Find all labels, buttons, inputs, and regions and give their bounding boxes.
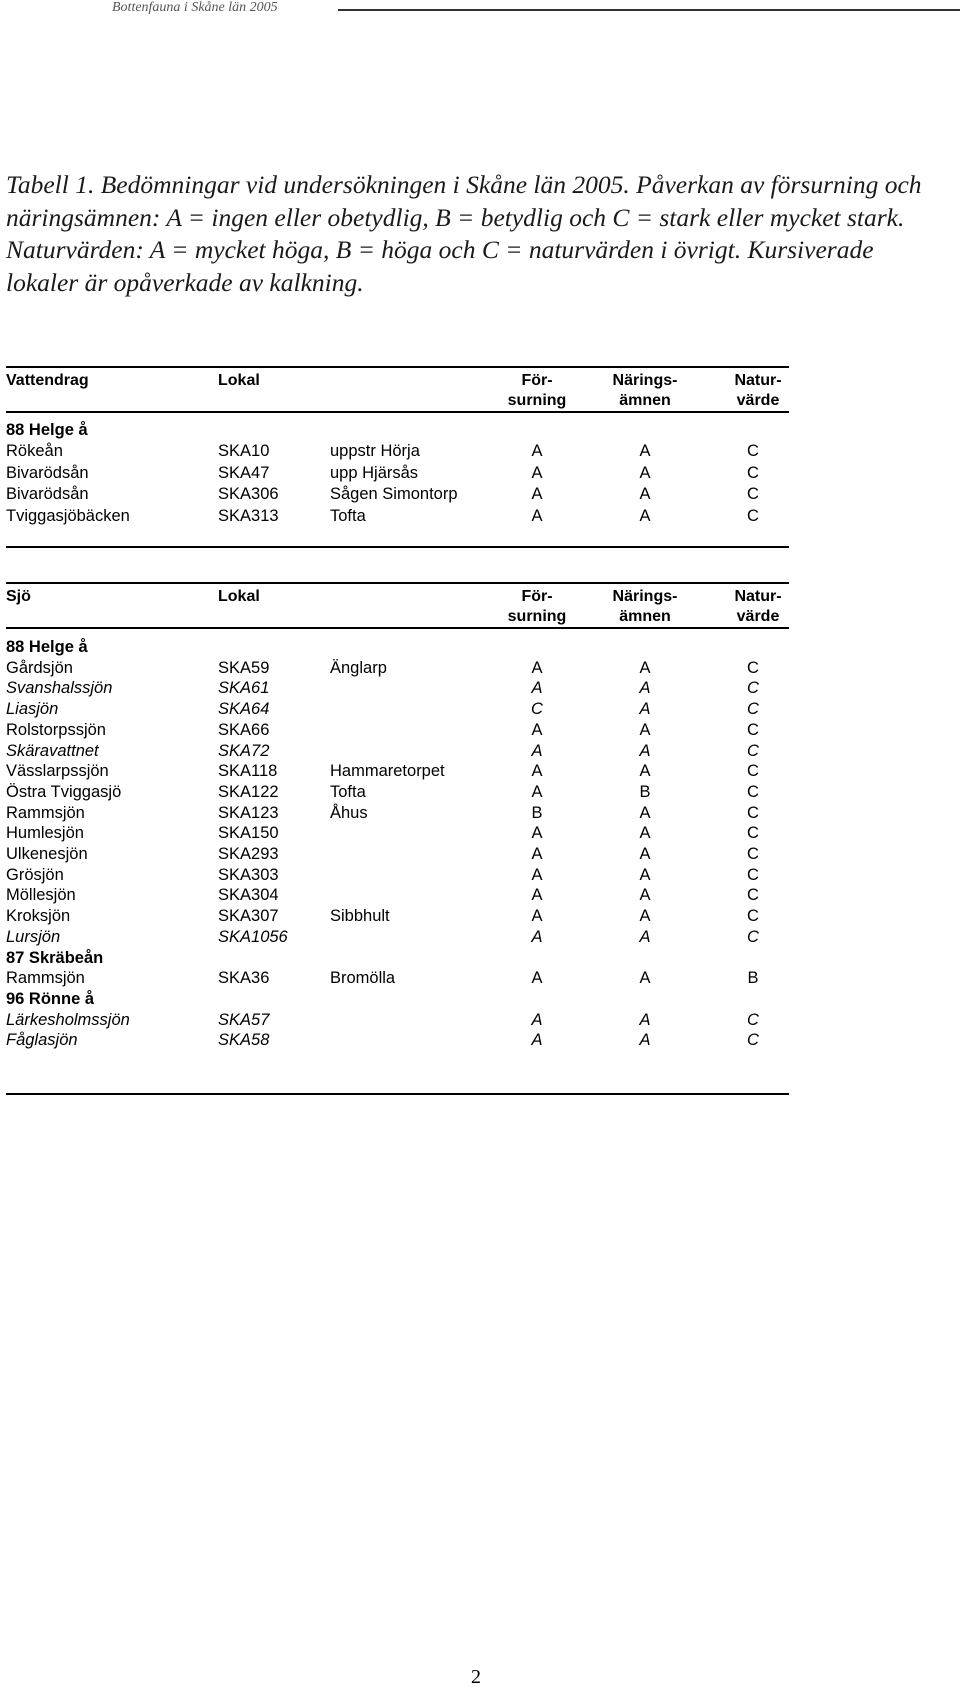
naringsamnen-cell: A <box>639 886 651 905</box>
naturvarde-cell: C <box>747 803 759 822</box>
forsurning-cell: A <box>531 679 543 698</box>
name-cell: Lursjön <box>6 927 61 946</box>
lokal-cell: SKA1056 <box>218 927 288 946</box>
naturvarde-cell: C <box>747 865 759 884</box>
table-row <box>0 884 800 906</box>
running-header: Bottenfauna i Skåne län 2005 <box>112 0 278 15</box>
name-cell: Vässlarpssjön <box>6 762 109 781</box>
lakes-header-naringsamnen-1: Närings- <box>612 588 678 605</box>
name-cell: Rammsjön <box>6 969 85 988</box>
forsurning-cell: A <box>531 1010 543 1029</box>
table-row <box>0 1029 800 1051</box>
table-row <box>0 440 800 462</box>
forsurning-cell: A <box>531 865 543 884</box>
streams-header-vattendrag: Vattendrag <box>6 372 89 389</box>
table-group-row <box>0 419 800 441</box>
streams-header-naringsamnen-2: ämnen <box>619 392 671 409</box>
naringsamnen-cell: A <box>639 1010 651 1029</box>
forsurning-cell: A <box>531 782 543 801</box>
naringsamnen-cell: A <box>639 865 651 884</box>
streams-header-lokal: Lokal <box>218 372 260 389</box>
naringsamnen-cell: A <box>639 700 651 719</box>
lakes-header-naturvarde-1: Natur- <box>734 588 782 605</box>
name-cell: Östra Tviggasjö <box>6 782 122 801</box>
lokal-cell: SKA58 <box>218 1031 270 1050</box>
lokal-cell: SKA304 <box>218 886 279 905</box>
naturvarde-cell: C <box>747 506 759 525</box>
name-cell: Bivarödsån <box>6 463 89 482</box>
name-cell: Gårdsjön <box>6 658 73 677</box>
table-row <box>0 843 800 865</box>
naringsamnen-cell: A <box>639 679 651 698</box>
table-group-row <box>0 947 800 969</box>
table-row <box>0 719 800 741</box>
forsurning-cell: A <box>531 485 543 504</box>
naringsamnen-cell: A <box>639 803 651 822</box>
naturvarde-cell: C <box>747 907 759 926</box>
table-row <box>0 657 800 679</box>
forsurning-cell: A <box>531 824 543 843</box>
table-row <box>0 483 800 505</box>
lokal-cell: SKA64 <box>218 700 270 719</box>
lokal-cell: SKA303 <box>218 865 279 884</box>
forsurning-cell: A <box>531 907 543 926</box>
name-cell: Rökeån <box>6 442 63 461</box>
naturvarde-cell: C <box>747 485 759 504</box>
table-caption: Tabell 1. Bedömningar vid undersökningen i Skåne län 2005. Påverkan av försurning och näringsämnen: A = ingen eller obetydlig, B = betydlig och C = stark eller mycket stark. Naturvärden: A = mycket höga, B = höga och C = naturvärden i övrigt. Kursiverade lokaler är opåverkade av kalkning. <box>6 170 922 297</box>
naringsamnen-cell: A <box>639 720 651 739</box>
naringsamnen-cell: A <box>639 506 651 525</box>
name-cell: Skäravattnet <box>6 741 99 760</box>
lokal-cell: SKA122 <box>218 782 279 801</box>
forsurning-cell: A <box>531 506 543 525</box>
name-cell: Möllesjön <box>6 886 76 905</box>
forsurning-cell: B <box>531 803 543 822</box>
place-cell: Hammaretorpet <box>330 762 445 781</box>
naturvarde-cell: C <box>747 658 759 677</box>
naturvarde-cell: C <box>747 720 759 739</box>
streams-header-naturvarde-2: värde <box>736 392 780 409</box>
forsurning-cell: A <box>531 927 543 946</box>
forsurning-cell: A <box>531 720 543 739</box>
lokal-cell: SKA59 <box>218 658 270 677</box>
place-cell: Tofta <box>330 782 366 801</box>
name-cell: Humlesjön <box>6 824 84 843</box>
name-cell: Rammsjön <box>6 803 85 822</box>
naringsamnen-cell: A <box>639 969 651 988</box>
name-cell: Rolstorpssjön <box>6 720 106 739</box>
lokal-cell: SKA150 <box>218 824 279 843</box>
naringsamnen-cell: A <box>639 927 651 946</box>
naringsamnen-cell: A <box>639 741 651 760</box>
naturvarde-cell: B <box>747 969 759 988</box>
group-name-cell: 96 Rönne å <box>6 989 95 1008</box>
lakes-header-lokal: Lokal <box>218 588 260 605</box>
lakes-header-forsurning-1: För- <box>521 588 553 605</box>
table-row <box>0 462 800 484</box>
group-name-cell: 88 Helge å <box>6 421 88 439</box>
table-row <box>0 698 800 720</box>
place-cell: uppstr Hörja <box>330 442 420 461</box>
place-cell: Bromölla <box>330 969 396 988</box>
lokal-cell: SKA313 <box>218 506 279 525</box>
name-cell: Svanshalssjön <box>6 679 113 698</box>
lokal-cell: SKA72 <box>218 741 270 760</box>
lokal-cell: SKA306 <box>218 485 279 504</box>
table-row <box>0 926 800 948</box>
naringsamnen-cell: A <box>639 1031 651 1050</box>
place-cell: Tofta <box>330 506 366 525</box>
lokal-cell: SKA307 <box>218 907 279 926</box>
forsurning-cell: A <box>531 658 543 677</box>
table-row <box>0 905 800 927</box>
group-name-cell: 88 Helge å <box>6 638 88 656</box>
lokal-cell: SKA293 <box>218 845 279 863</box>
naringsamnen-cell: A <box>639 463 651 482</box>
forsurning-cell: A <box>531 463 543 482</box>
forsurning-cell: A <box>531 886 543 905</box>
table-row <box>0 740 800 762</box>
table-row <box>0 864 800 886</box>
streams-header-forsurning-2: surning <box>507 392 567 409</box>
forsurning-cell: A <box>531 762 543 781</box>
streams-header-naturvarde-1: Natur- <box>734 372 782 389</box>
forsurning-cell: A <box>531 741 543 760</box>
naturvarde-cell: C <box>747 824 759 843</box>
lokal-cell: SKA66 <box>218 720 270 739</box>
streams-table-bottom-rule <box>6 546 789 548</box>
place-cell: upp Hjärsås <box>330 463 419 482</box>
naringsamnen-cell: A <box>639 485 651 504</box>
naturvarde-cell: C <box>747 679 759 698</box>
lokal-cell: SKA123 <box>218 803 279 822</box>
name-cell: Tviggasjöbäcken <box>6 506 130 525</box>
naringsamnen-cell: A <box>639 907 651 926</box>
lakes-table-bottom-rule <box>6 1093 789 1095</box>
naturvarde-cell: C <box>747 845 759 863</box>
table-row <box>0 781 800 803</box>
naturvarde-cell: C <box>747 442 759 461</box>
streams-table-header-rule <box>6 411 789 413</box>
lakes-header-naringsamnen-2: ämnen <box>619 608 671 625</box>
lokal-cell: SKA10 <box>218 442 270 461</box>
forsurning-cell: C <box>531 700 543 719</box>
table-group-row <box>0 636 800 658</box>
lokal-cell: SKA57 <box>218 1010 270 1029</box>
naturvarde-cell: C <box>747 762 759 781</box>
name-cell: Ulkenesjön <box>6 845 88 863</box>
table-row <box>0 822 800 844</box>
name-cell: Grösjön <box>6 865 64 884</box>
naringsamnen-cell: A <box>639 658 651 677</box>
naturvarde-cell: C <box>747 782 759 801</box>
forsurning-cell: A <box>531 1031 543 1050</box>
lakes-header-sjo: Sjö <box>6 588 31 605</box>
lakes-table-header-rule <box>6 627 789 629</box>
lokal-cell: SKA118 <box>218 762 278 781</box>
naturvarde-cell: C <box>747 927 759 946</box>
table-row <box>0 760 800 782</box>
lokal-cell: SKA47 <box>218 463 270 482</box>
forsurning-cell: A <box>531 845 543 863</box>
naturvarde-cell: C <box>747 463 759 482</box>
naringsamnen-cell: A <box>639 824 651 843</box>
table-row <box>0 967 800 989</box>
table-row <box>0 802 800 824</box>
lokal-cell: SKA61 <box>218 679 270 698</box>
name-cell: Kroksjön <box>6 907 71 926</box>
naturvarde-cell: C <box>747 886 759 905</box>
group-name-cell: 87 Skräbeån <box>6 948 104 967</box>
streams-header-forsurning-1: För- <box>521 372 553 389</box>
naringsamnen-cell: A <box>639 442 651 461</box>
table-row <box>0 677 800 699</box>
naringsamnen-cell: A <box>639 845 651 863</box>
place-cell: Sågen Simontorp <box>330 485 458 504</box>
naturvarde-cell: C <box>747 1010 759 1029</box>
naturvarde-cell: C <box>747 741 759 760</box>
name-cell: Bivarödsån <box>6 485 89 504</box>
lakes-header-forsurning-2: surning <box>507 608 567 625</box>
place-cell: Änglarp <box>330 658 387 677</box>
forsurning-cell: A <box>531 969 543 988</box>
naturvarde-cell: C <box>747 1031 759 1050</box>
lokal-cell: SKA36 <box>218 969 270 988</box>
lakes-header-naturvarde-2: värde <box>736 608 780 625</box>
place-cell: Åhus <box>330 803 368 822</box>
naringsamnen-cell: B <box>639 782 651 801</box>
page-number: 2 <box>471 1666 481 1688</box>
name-cell: Liasjön <box>6 700 59 719</box>
streams-table-top-rule <box>6 366 789 368</box>
name-cell: Lärkesholmssjön <box>6 1010 130 1029</box>
forsurning-cell: A <box>531 442 543 461</box>
streams-header-naringsamnen-1: Närings- <box>612 372 678 389</box>
header-rule <box>338 9 960 11</box>
naringsamnen-cell: A <box>639 762 651 781</box>
naturvarde-cell: C <box>747 700 759 719</box>
table-row <box>0 1009 800 1031</box>
table-row <box>0 505 800 527</box>
place-cell: Sibbhult <box>330 907 390 926</box>
lakes-table-top-rule <box>6 582 789 584</box>
name-cell: Fåglasjön <box>6 1031 78 1050</box>
table-group-row <box>0 988 800 1010</box>
